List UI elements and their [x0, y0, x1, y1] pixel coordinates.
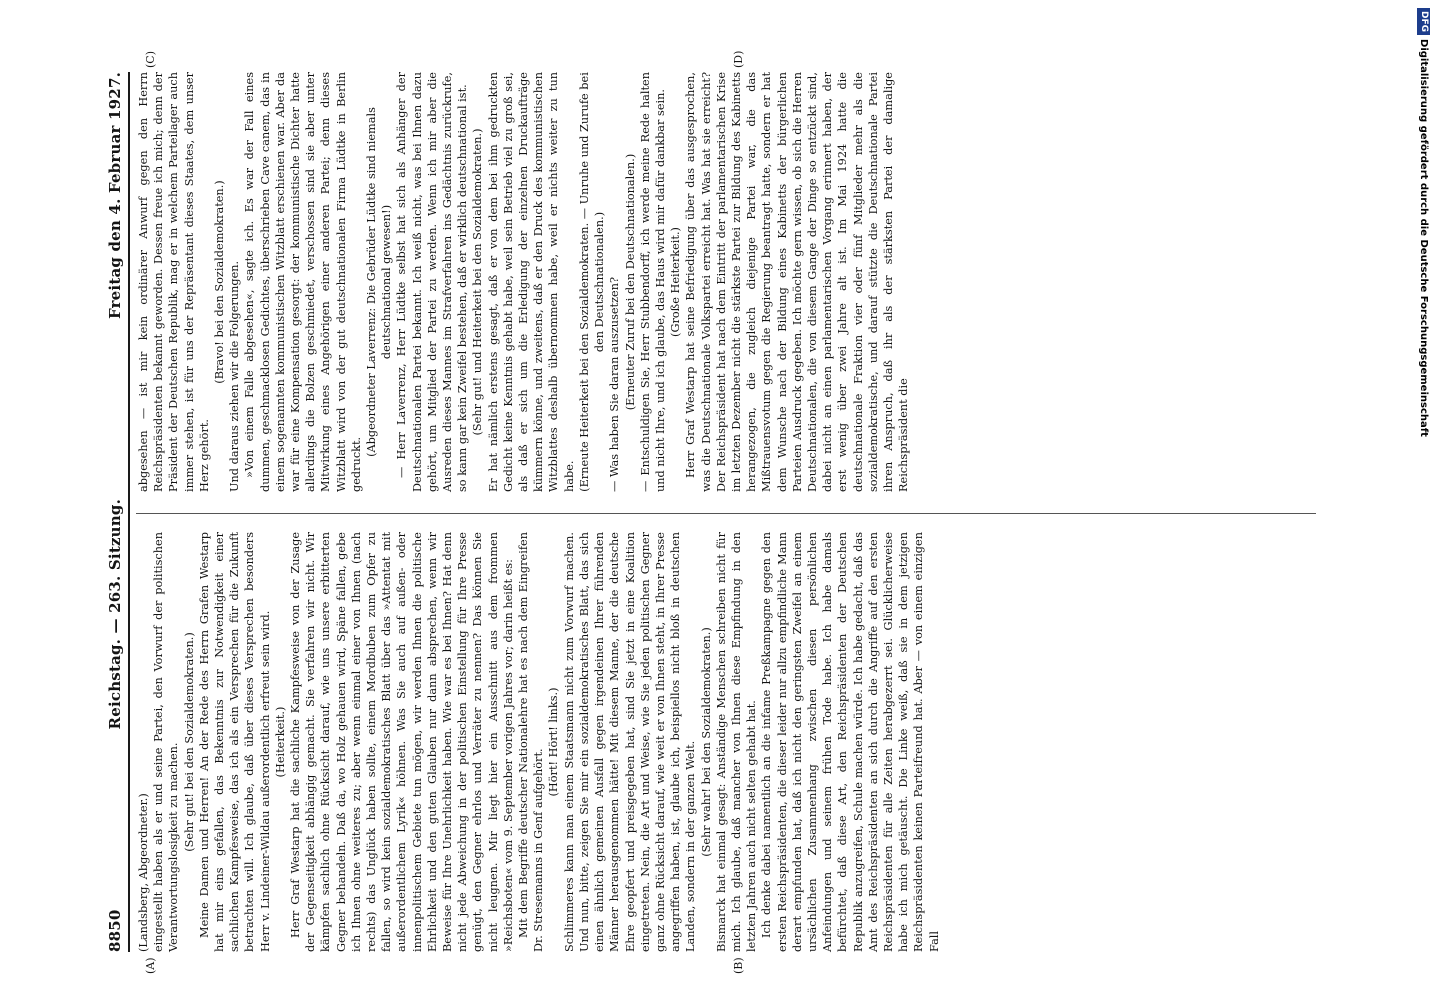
interjection: (Sehr gut! und Heiterkeit bei den Sozialdemokraten.): [471, 128, 485, 436]
paragraph: Bismarck hat einmal gesagt: Anständige Menschen schreiben nicht für mich. Ich glaube, daß mancher von Ihnen diese Empfindung in den letzten Jahren auch nicht selten gehabt hat.: [714, 532, 759, 952]
session-title: Reichstag. — 263. Sitzung.: [106, 499, 124, 730]
paragraph: Herr Graf Westarp hat seine Befriedigung über das ausgesprochen, was die Deutschnationale Volkspartei erreicht hat. Was hat sie erreicht? Der Reichspräsident hat nach dem Eintritt der parlamentarischen Krise im letzten Dezember nicht die stärkste Partei zur Bildung des Kabinetts herangezogen, die zugleich diejenige Partei war, die das Mißtrauensvotum gegen die Regierung beantragt hatte, sondern er hat dem Wunsche nach der Bildung eines Kabinetts der bürgerlichen Parteien Ausdruck gegeben. Ich möchte gern wissen, ob sich die Herren Deutschnationalen, die von diesem Gange der Dinge so entzückt sind, dabei nicht an einen parlamentarischen Vorgang erinnert haben, der erst wenig über zwei Jahre alt ist. Im Mai 1924 hatte die deutschnationale Fraktion vier oder fünf Mitglieder mehr als die sozialdemokratische, und darauf stützte die Deutschnationale Partei ihren Anspruch, daß ihr als der stärksten Partei der damalige Reichspräsident die: [684, 72, 911, 492]
page-number: 8850: [106, 909, 124, 952]
right-column: [136, 72, 911, 492]
dfg-logo-badge: DFG: [1418, 8, 1431, 35]
margin-letter-d: (D): [732, 50, 745, 68]
interjection: (Sehr wahr! bei den Sozialdemokraten.): [699, 627, 713, 857]
margin-letter-b: (B): [732, 957, 745, 974]
paragraph: — Was haben Sie daran auszusetzen?: [608, 276, 622, 492]
header-rule: [128, 72, 130, 952]
interjection: (Abgeordneter Laverrenz: Die Gebrüder Lüdtke sind niemals deutschnational gewesen!): [365, 107, 394, 457]
paragraph: Ich denke dabei namentlich an die infame Preßkampagne gegen den ersten Reichspräsidenten, die dieser leider nur allzu empfindliche Mann derart empfunden hat, daß ich nicht den geringsten Zweifel an einem ursächlichen Zusammenhang zwischen diesen persönlichen Anfeindungen und seinem frühen Tode habe. Ich habe damals befürchtet, daß diese Art, den Reichspräsidenten der Deutschen Republik anzugreifen, Schule machen würde. Ich habe gedacht, daß das Amt des Reichspräsidenten an sich durch die Angriffe auf den ersten Reichspräsidenten für alle Zeiten herabgezerrt sei. Glücklicherweise habe ich mich getäuscht. Die Linke weiß, daß sie in dem jetzigen Reichspräsidenten keinen Parteifreund hat. Aber — von einem einzigen Fall: [760, 532, 941, 952]
column-divider: [136, 513, 1316, 514]
paragraph: Mit dem Begriffe deutscher Nationalehre hat es nach dem Eingreifen Dr. Stresemanns in Genf aufgehört.: [517, 532, 546, 952]
rotated-page: [92, 50, 1332, 974]
paragraph: »Von einem Falle abgesehen«, sagte ich. Es war der Fall eines dummen, geschmacklosen Gedichtes, überschrieben Cave canem, das in einem sogenannten kommunistischen Witzblatt erschienen war. Aber da war für eine Kompensation gesorgt: der kommunistische Dichter hatte allerdings die Bolzen geschmiedet, verschossen sind sie aber unter Mitwirkung eines Angehörigen einer anderen Partei; denn dieses Witzblatt wird von der gut deutschnationalen Firma Lüdtke in Berlin gedruckt.: [243, 72, 363, 492]
side-credit: [1416, 8, 1434, 992]
paragraph: Herr Graf Westarp hat die sachliche Kampfesweise von der Zusage der Gegenseitigkeit abhängig gemacht. Sie verfahren wir nicht. Wir kämpfen sachlich ohne Rücksicht darauf, wie uns unsere erbitterten Gegner behandeln. Daß da, wo Holz gehauen wird, Späne fallen, gebe ich Ihnen ohne weiteres zu; aber wenn einmal einer von Ihnen (nach rechts) das Unglück haben sollte, einem Mordbuben zum Opfer zu fallen, so wird kein sozialdemokratisches Blatt über das »Attentat mit außerordentlichem Lyrik« höhnen. Was Sie auch auf außen- oder innenpolitischem Gebiete tun mögen, wir werden Ihnen die politische Ehrlichkeit und den guten Glauben nur dann absprechen, wenn wir Beweise für Ihre Unehrlichkeit haben. Wie war es bei Ihnen? Hat denn nicht jede Abweichung in der politischen Einstellung für Ihre Presse genügt, den Gegner ehrlos und Verräter zu nennen? Das können Sie nicht leugnen. Mir liegt hier ein Ausschnitt aus dem frommen »Reichsboten« vom 9. September vorigen Jahres vor; darin heißt es:: [289, 532, 515, 952]
page-header: [92, 72, 124, 952]
margin-letter-a: (A): [144, 957, 157, 974]
paragraph: Schlimmeres kann man einem Staatsmann nicht zum Vorwurf machen. Und nun, bitte, zeigen Sie mir ein sozialdemokratisches Blatt, das sich einen ähnlich gemeinen Ausfall gegen irgendeinen Ihrer führenden Männer herausgenommen hätte! Mit diesem Manne, der die deutsche Ehre geopfert und preisgegeben hat, sind Sie jetzt in eine Koalition eingetreten. Nein, die Art und Weise, wie Sie jeden politischen Gegner ganz ohne Rücksicht darauf, wie weit er von Ihnen steht, in Ihrer Presse angegriffen haben, ist, glaube ich, beispiellos nicht bloß in deutschen Landen, sondern in der ganzen Welt.: [562, 532, 698, 952]
paragraph: Meine Damen und Herren! An der Rede des Herrn Grafen Westarp hat mir eins gefallen, das Bekenntnis zur Notwendigkeit einer sachlichen Kampfesweise, das ich als ein Versprechen für die Zukunft betrachten will. Ich glaube, daß über dieses Versprechen besonders Herr v. Lindeiner-Wildau außerordentlich erfreut sein wird.: [197, 532, 272, 952]
dfg-credit-text: Digitalisierung gefördert durch die Deutsche Forschungsgemeinschaft: [1418, 39, 1430, 437]
interjection: (Heiterkeit.): [273, 706, 287, 778]
interjection: (Sehr gut! bei den Sozialdemokraten.): [182, 632, 196, 852]
paragraph: — Entschuldigen Sie, Herr Stubbendorff, ich werde meine Rede halten und nicht Ihre, und ich glaube, das Haus wird mir dafür dankbar sein.: [638, 72, 667, 492]
interjection: (Bravo! bei den Sozialdemokraten.): [213, 180, 227, 384]
paragraph: Und daraus ziehen wir die Folgerungen.: [228, 260, 242, 492]
margin-letter-c: (C): [144, 51, 157, 68]
paragraph: Er hat nämlich erstens gesagt, daß er von dem bei ihm gedruckten Gedicht keine Kenntnis gehabt habe, weil sein Betrieb viel zu groß sei, als daß er sich um die Erledigung der einzelnen Druckaufträge kümmern könne, und zweitens, daß er den Druck des kommunistischen Witzblattes deshalb übernommen habe, weil er nichts weiter zu tun habe.: [486, 72, 576, 492]
paragraph: abgesehen — ist mir kein ordinärer Anwurf gegen den Herrn Reichspräsidenten bekannt geworden. Dessen freue ich mich; denn der Präsident der Deutschen Republik, mag er in welchem Parteilager auch immer stehen, ist für uns der Repräsentant dieses Staates, dem unser Herz gehört.: [137, 72, 211, 492]
interjection: (Erneuter Zuruf bei den Deutschnationalen.): [623, 153, 637, 411]
left-column: [136, 532, 942, 952]
session-date: Freitag den 4. Februar 1927.: [106, 72, 124, 320]
paragraph: — Herr Laverrenz, Herr Lüdtke selbst hat sich als Anhänger der Deutschnationalen Partei bekannt. Ich weiß nicht, was bei Ihnen dazu gehört, um Mitglied der Partei zu werden. Wenn ich mir aber die Ausreden dieses Mannes im Strafverfahren ins Gedächtnis zurückrufe, so kann gar kein Zweifel bestehen, daß er wirklich deutschnational ist.: [395, 72, 470, 492]
interjection: (Erneute Heiterkeit bei den Sozialdemokraten. — Unruhe und Zurufe bei den Deutschnationalen.): [577, 72, 607, 492]
interjection: (Große Heiterkeit.): [669, 227, 683, 337]
paragraph: eingestellt haben als er und seine Partei, den Vorwurf der politischen Verantwortungslosigkeit zu machen.: [152, 532, 181, 952]
interjection: (Hört! Hört! links.): [547, 687, 561, 797]
paragraph: (Landsberg, Abgeordneter.): [137, 793, 150, 952]
